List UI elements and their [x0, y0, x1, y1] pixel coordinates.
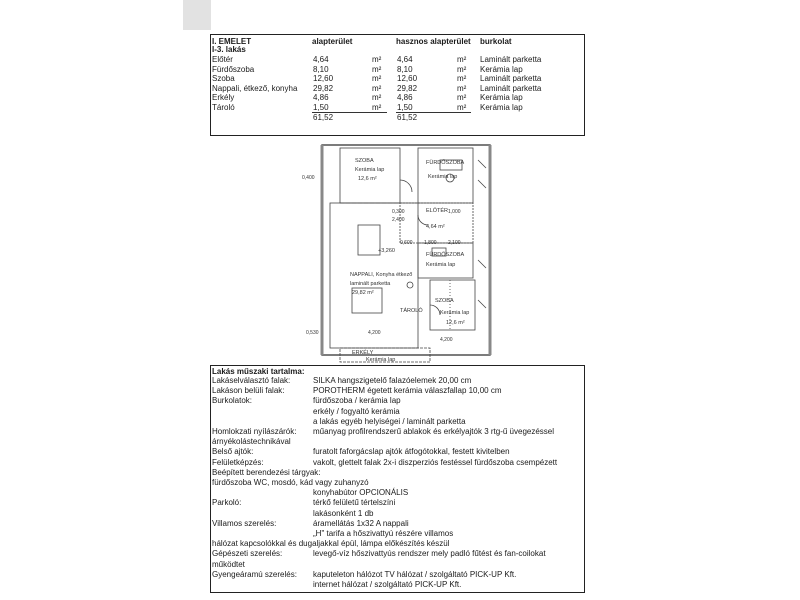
floor-plan	[300, 140, 500, 365]
spec-label: Lakáson belüli falak:	[212, 386, 285, 396]
spec-label: Homlokzati nyílászárók:	[212, 427, 297, 436]
spec-value: erkély / fogyaltó kerámia	[313, 406, 400, 416]
room-name: Nappali, étkező, konyha	[212, 83, 298, 93]
room-name: Tároló	[212, 102, 235, 112]
spec-value: műanyag profilrendszerű ablakok és erkélyajtók 3 rtg-ű üvegezéssel	[313, 427, 555, 436]
spec-label: Parkoló:	[212, 498, 242, 508]
plan-level: +3,260	[378, 248, 395, 254]
room-finish: Kerámia lap	[480, 102, 523, 112]
spec-value: konyhabútor OPCIONÁLIS	[313, 488, 409, 498]
plan-room1-finish: Kerámia lap	[355, 167, 385, 173]
plan-hall-area: 4,64 m²	[426, 224, 445, 230]
plan-room1: SZOBA	[355, 158, 374, 164]
spec-value: SILKA hangszigetelő falazóelemek 20,00 cm	[313, 376, 472, 385]
room-net-area: 8,10	[397, 64, 413, 74]
room-name: Fürdőszoba	[212, 64, 255, 74]
dim-label: 2,100	[448, 240, 461, 246]
spec-value: térkő felületű tértelszíni	[313, 498, 396, 508]
area-unit: m²	[457, 64, 467, 74]
total-net: 61,52	[397, 113, 418, 122]
dim-label: 4,200	[368, 330, 381, 336]
spec-label: Burkolatok:	[212, 396, 253, 406]
plan-balcony-finish: Kerámia lap	[366, 357, 396, 363]
spec-label: hálózat kapcsolókkal és dugaljakkal épül, lámpa előkészítés készül	[212, 539, 450, 549]
spec-value: lakásonként 1 db	[313, 508, 374, 518]
dim-label: 2,400	[392, 217, 405, 223]
floor-heading: I. EMELET	[212, 37, 252, 46]
dim-label: 0,400	[302, 175, 315, 181]
plan-room2-area: 12,6 m²	[446, 320, 465, 326]
room-area: 1,50	[313, 102, 329, 112]
spec-value: levegő-víz hőszivattyús rendszer mely padló fűtést és fan-coilokat	[313, 549, 546, 559]
spec-value: internet hálózat / szolgáltató PICK-UP Kft.	[313, 580, 462, 589]
room-name: Szoba	[212, 74, 235, 83]
spec-label: Lakáselválasztó falak:	[212, 376, 291, 385]
total-area: 61,52	[313, 113, 334, 122]
room-area: 8,10	[313, 64, 329, 74]
room-area: 12,60	[313, 74, 334, 83]
spec-label: Villamos szerelés:	[212, 518, 277, 528]
room-name: Erkély	[212, 93, 235, 102]
room-net-area: 1,50	[397, 102, 413, 112]
plan-balcony: ERKÉLY	[352, 350, 374, 356]
room-finish: Kerámia lap	[480, 93, 523, 102]
plan-bath-finish: Kerámia lap	[428, 174, 458, 180]
area-unit: m²	[372, 64, 382, 74]
scan-shadow	[183, 0, 211, 30]
plan-room1-area: 12,6 m²	[358, 176, 377, 182]
plan-bath2: FÜRDŐSZOBA	[426, 252, 465, 258]
spec-value: áramellátás 1x32 A nappali	[313, 518, 409, 528]
floor-plan-drawing	[300, 140, 500, 365]
dim-label: 1,000	[448, 209, 461, 215]
spec-value: „H" tarifa a hőszivattyú részére villamos	[313, 529, 454, 538]
area-unit: m²	[457, 83, 467, 93]
plan-bath: FÜRDŐSZOBA	[426, 160, 465, 166]
spec-label: Beépített berendezési tárgyak:	[212, 467, 321, 477]
room-area: 4,64	[313, 55, 329, 64]
spec-label: Felületképzés:	[212, 457, 264, 467]
dim-label: 0,530	[306, 330, 319, 336]
plan-room2: SZOBA	[435, 298, 454, 304]
room-finish: Kerámia lap	[480, 64, 523, 74]
area-unit: m²	[457, 102, 467, 112]
plan-hall: ELŐTÉR	[426, 208, 449, 214]
plan-living-area: 29,82 m²	[352, 290, 374, 296]
spec-value: POROTHERM égetett kerámia válaszfallap 10,00 cm	[313, 386, 502, 396]
dim-label: 0,300	[392, 209, 405, 215]
spec-label: fürdőszoba WC, mosdó, kád vagy zuhanyzó	[212, 478, 369, 487]
spec-value: kaputeleton hálózot TV hálózat / szolgáltató PICK-UP Kft.	[313, 569, 517, 579]
area-unit: m²	[372, 55, 382, 64]
header-net-area: hasznos alapterület	[396, 37, 471, 46]
plan-living-finish: laminált parketta	[350, 281, 391, 287]
spec-label: működtet	[212, 559, 245, 569]
room-finish: Laminált parketta	[480, 55, 542, 64]
spec-label: Gyengeáramú szerelés:	[212, 569, 297, 579]
header-floor-area: alapterület	[312, 37, 353, 46]
spec-label: Belső ajtók:	[212, 447, 254, 457]
spec-value: furatolt faforgácslap ajtók átfogótokkal, festett kivitelben	[313, 447, 510, 457]
dim-label: 0,600	[400, 240, 413, 246]
room-area: 4,86	[313, 93, 329, 102]
room-net-area: 4,64	[397, 55, 413, 64]
room-net-area: 4,86	[397, 93, 413, 102]
plan-living: NAPPALI, Konyha étkező	[350, 272, 413, 278]
room-name: Előtér	[212, 55, 233, 64]
dim-label: 4,200	[440, 337, 453, 343]
room-area: 29,82	[313, 83, 334, 93]
spec-value: vakolt, glettelt falak 2x-i diszperziós festéssel fürdőszoba csempézett	[313, 457, 558, 467]
unit-heading: I-3. lakás	[212, 45, 246, 54]
area-unit: m²	[457, 55, 467, 64]
plan-room2-finish: Kerámia lap	[440, 310, 470, 316]
spec-label: árnyékolástechnikával	[212, 437, 291, 447]
area-unit: m²	[372, 74, 382, 83]
spec-value: a lakás egyéb helyiségei / laminált parketta	[313, 416, 466, 426]
spec-value: fürdőszoba / kerámia lap	[313, 396, 401, 406]
header-finish: burkolat	[480, 37, 512, 46]
area-unit: m²	[372, 83, 382, 93]
area-unit: m²	[372, 93, 382, 102]
spec-label: Gépészeti szerelés:	[212, 549, 283, 559]
plan-storage: TÁROLÓ	[400, 308, 423, 314]
room-net-area: 12,60	[397, 74, 418, 83]
room-net-area: 29,82	[397, 83, 418, 93]
spec-title: Lakás műszaki tartalma:	[212, 367, 305, 376]
room-finish: Laminált parketta	[480, 83, 542, 93]
area-unit: m²	[457, 93, 467, 102]
area-unit: m²	[372, 102, 382, 112]
plan-bath2-finish: Kerámia lap	[426, 262, 456, 268]
dim-label: 1,800	[424, 240, 437, 246]
area-unit: m²	[457, 74, 467, 83]
room-finish: Laminált parketta	[480, 74, 542, 83]
